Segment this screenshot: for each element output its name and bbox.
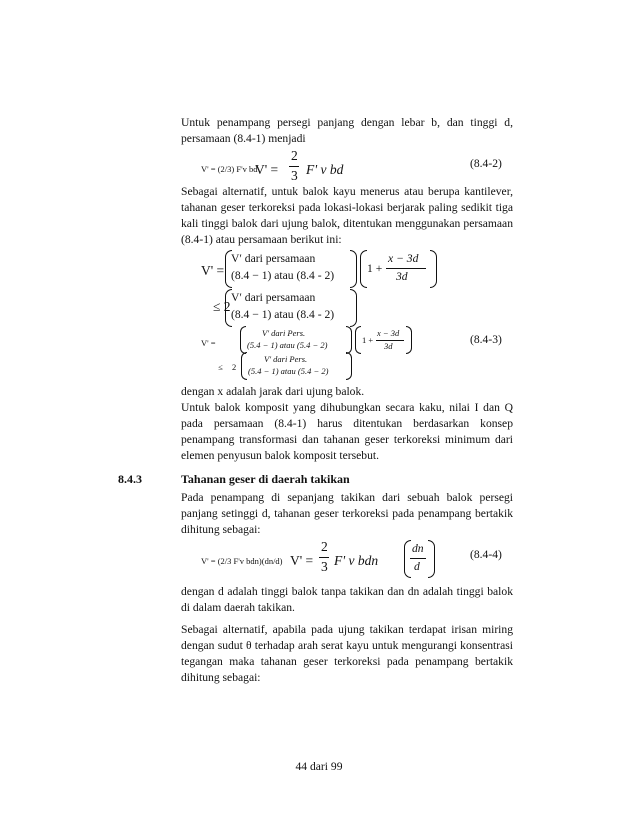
eq-8-4-3-paren2-right [430,250,437,288]
section-title: Tahanan geser di daerah takikan [181,472,350,486]
eq-8-4-3-number: (8.4-3) [470,333,502,346]
eq-8-4-3-small2-top: V' dari Pers. [264,354,308,364]
eq-8-4-2-lhs: V' = [255,162,279,177]
eq-8-4-4-rhs: F' v bdn [334,553,379,568]
eq-8-4-3-small-paren3-left [241,352,247,380]
eq-8-4-2-number: (8.4-2) [470,157,502,170]
eq-8-4-2-rhs: F' v bd [306,162,344,177]
eq-8-4-4-ratio-bar [410,558,426,559]
eq-8-4-4-ratio-den: d [414,560,420,573]
eq-8-4-3-small-lhs: V' = [201,338,216,348]
eq-8-4-3-line1-top: V′ dari persamaan [231,252,316,265]
eq-8-4-4-number: (8.4-4) [470,548,502,561]
eq-8-4-3-paren3-right [350,289,357,327]
eq-8-4-4-lhs: V' = [290,553,314,568]
eq-8-4-3-factor-den: 3d [396,270,408,283]
eq-8-4-4-frac-den: 3 [321,559,328,574]
eq-8-4-3-line2-bottom: (8.4 − 1) atau (8.4 - 2) [231,308,335,321]
eq-8-4-3-paren1-right [350,250,357,288]
eq-8-4-3-small-le: ≤ [218,362,223,372]
eq-8-4-3-le-two: ≤ 2 [213,299,231,314]
dn-definition-paragraph: dengan d adalah tinggi balok tanpa takikan dan dn adalah tinggi balok di dalam daerah takikan. [181,585,513,614]
section-number: 8.4.3 [118,472,142,486]
eq-8-4-3-line1-bottom: (8.4 − 1) atau (8.4 - 2) [231,269,335,282]
eq-8-4-4-frac-bar [319,557,329,558]
eq-8-4-3-small-num: x − 3d [377,328,400,338]
eq-8-4-3-small-den: 3d [384,341,393,351]
eq-8-4-3-small-one: 1 + [362,335,374,345]
eq-8-4-4-frac-num: 2 [321,539,328,554]
eq-8-4-3-small-bottom: (5.4 − 1) atau (5.4 − 2) [247,340,328,350]
eq-8-4-4-ratio-num: dn [412,542,424,555]
eq-8-4-3-small2-bottom: (5.4 − 1) atau (5.4 − 2) [248,366,329,376]
page-number: 44 dari 99 [295,760,343,773]
eq-8-4-3-factor-num: x − 3d [388,252,419,265]
eq-8-4-3-paren2-left [360,250,367,288]
eq-8-4-3-small-paren1-right [346,326,352,354]
x-definition-paragraph: dengan x adalah jarak dari ujung balok. [181,385,365,398]
eq-8-4-2-frac-num: 2 [291,148,298,163]
eq-8-4-3-small-top: V' dari Pers. [262,328,306,338]
eq-8-4-3-small-two: 2 [232,362,237,372]
alternative-paragraph: Sebagai alternatif, untuk balok kayu menerus atau berupa kantilever, tahanan geser terkoreksi pada lokasi-lokasi berjarak paling sedikit tiga kali tinggi balok dari ujung balok, ditentukan menggunakan persamaan (8.4-1) atau persamaan berikut ini: [181,185,513,246]
composite-beam-paragraph: Untuk balok komposit yang dihubungkan secara kaku, nilai I dan Q pada persamaan (8.4-1) harus ditentukan berdasarkan konsep penampang transformasi dan tahanan geser terkoreksi minimum dari elemen penyusun balok komposit tersebut. [181,401,513,462]
eq-8-4-4-paren-left [404,540,411,578]
eq-8-4-3-small-paren3-right [346,352,352,380]
eq-8-4-3-small-paren1-left [240,326,246,354]
intro-paragraph: Untuk penampang persegi panjang dengan lebar b, dan tinggi d, persamaan (8.4-1) menjadi [181,116,513,145]
eq-8-4-3-lhs: V' = [201,263,225,278]
eq-8-4-3-factor-one: 1 + [367,262,383,275]
notch-paragraph: Pada penampang di sepanjang takikan dari sebuah balok persegi panjang setinggi d, tahanan geser terkoreksi pada penampang bertakik dihitung sebagai: [181,491,513,536]
eq-8-4-2-small-form: V' = (2/3) F'v bd [201,164,258,174]
eq-8-4-3-line2-top: V′ dari persamaan [231,291,316,304]
eq-8-4-3-small-paren2-left [355,326,361,354]
sloped-notch-paragraph: Sebagai alternatif, apabila pada ujung takikan terdapat irisan miring dengan sudut θ terhadap arah serat kayu untuk mengurangi konsentrasi tegangan maka tahanan geser terkoreksi pada penampang bertakik dihitung sebagai: [181,623,513,684]
eq-8-4-3-small-paren2-right [406,326,412,354]
eq-8-4-2-frac-den: 3 [291,168,298,183]
eq-8-4-2-frac-bar [289,166,299,167]
eq-8-4-4-paren-right [428,540,435,578]
eq-8-4-4-small-form: V' = (2/3 F'v bdn)(dn/d) [201,556,283,566]
eq-8-4-3-factor-bar [386,268,426,269]
